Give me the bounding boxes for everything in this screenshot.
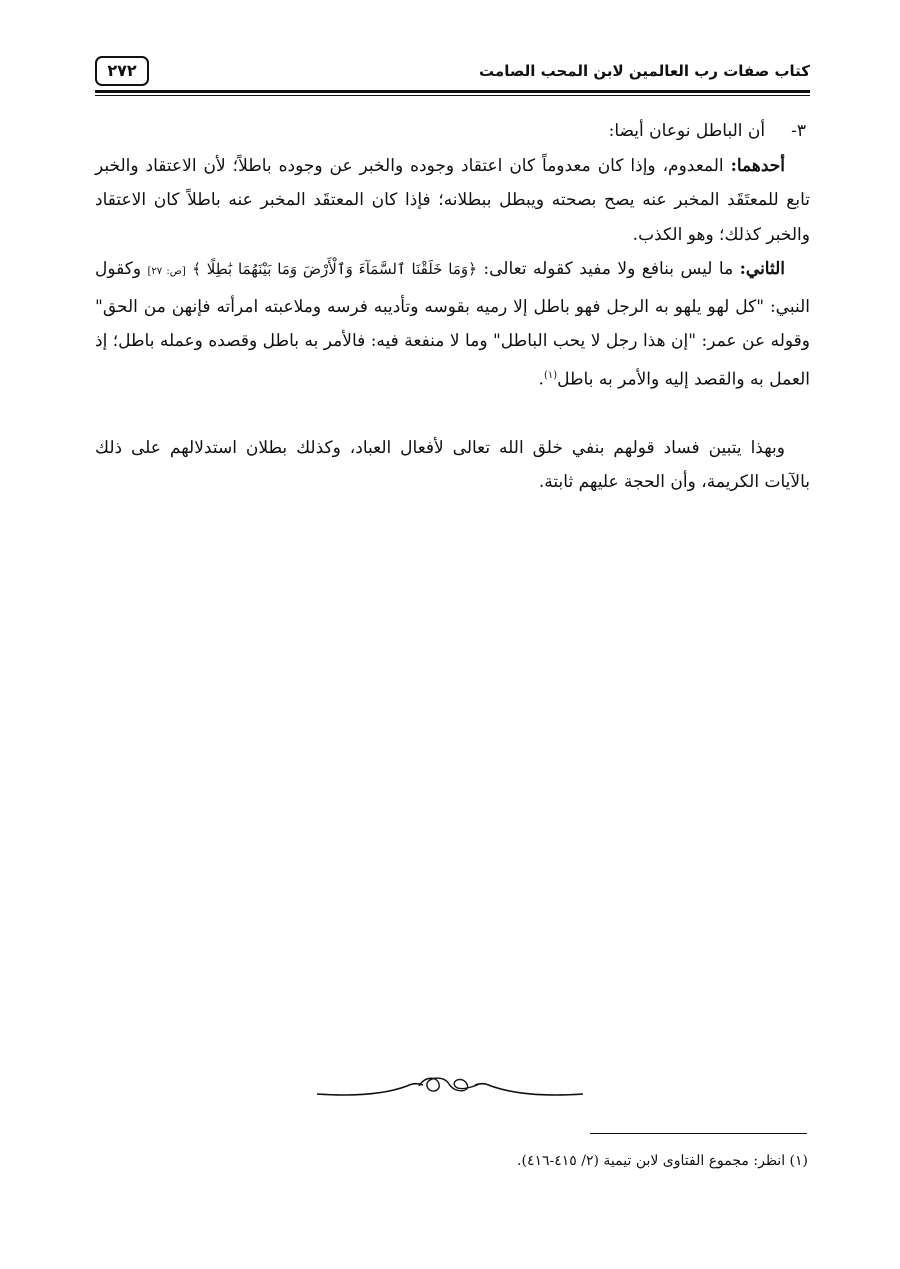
page-header <box>95 56 810 92</box>
paragraph-conclusion: وبهذا يتبين فساد قولهم بنفي خلق الله تعالى لأفعال العباد، وكذلك بطلان استدلالهم على ذلك بالآيات الكريمة، وأن الحجة عليهم ثابتة. <box>95 437 810 493</box>
item-3 <box>95 114 810 149</box>
footnote: (١) انظر: مجموع الفتاوى لابن تيمية (٢/ ٤١٥-٤١٦). <box>517 1153 808 1169</box>
paragraph-gap <box>95 397 810 431</box>
footnote-mark[interactable]: (١) <box>543 369 558 381</box>
page-number: ٢٧٢ <box>95 56 149 86</box>
book-title: كتاب صفات رب العالمين لابن المحب الصامت <box>479 62 810 80</box>
second-text-before: ما ليس بنافع ولا مفيد كقوله تعالى: <box>476 259 740 279</box>
ornament-divider <box>315 1072 585 1102</box>
second-lead: الثاني: <box>739 259 786 279</box>
second-text-after: وكقول النبي: "كل لهو يلهو به الرجل فهو باطل إلا رميه بقوسه وتأديبه فرسه وملاعبته امرأته فإنهن من الحق" وقوله عن عمر: "إن هذا رجل لا يحب الباطل" وما لا منفعة فيه: فالأمر به باطل وقصده وعمله باطل؛ إذ العمل به والقصد إليه والأمر به باطل <box>95 259 810 390</box>
main-text <box>95 114 810 500</box>
quran-verse: ﴿وَمَا خَلَقْنَا ٱلسَّمَآءَ وَٱلْأَرْضَ وَمَا بَيْنَهُمَا بَٰطِلًا ﴾ <box>192 260 477 278</box>
second-end: . <box>538 369 544 390</box>
footnote-rule <box>590 1133 807 1134</box>
first-lead: أحدهما: <box>730 155 785 176</box>
paragraph-first <box>95 149 810 253</box>
item-text: أن الباطل نوعان أيضا: <box>608 121 766 141</box>
header-rule <box>95 90 810 96</box>
item-number: ٣- <box>791 121 806 141</box>
quran-reference: [ص: ٢٧] <box>147 266 186 277</box>
paragraph-second <box>95 252 810 397</box>
first-text: المعدوم، وإذا كان معدوماً كان اعتقاد وجوده والخبر عن وجوده باطلاً؛ لأن الاعتقاد والخبر تابع للمعتَقَد المخبر عنه يصح بصحته ويبطل ببطلانه؛ فإذا كان المعتقَد المخبر عنه باطلاً كان الاعتقاد والخبر كذلك؛ وهو الكذب. <box>95 155 810 245</box>
